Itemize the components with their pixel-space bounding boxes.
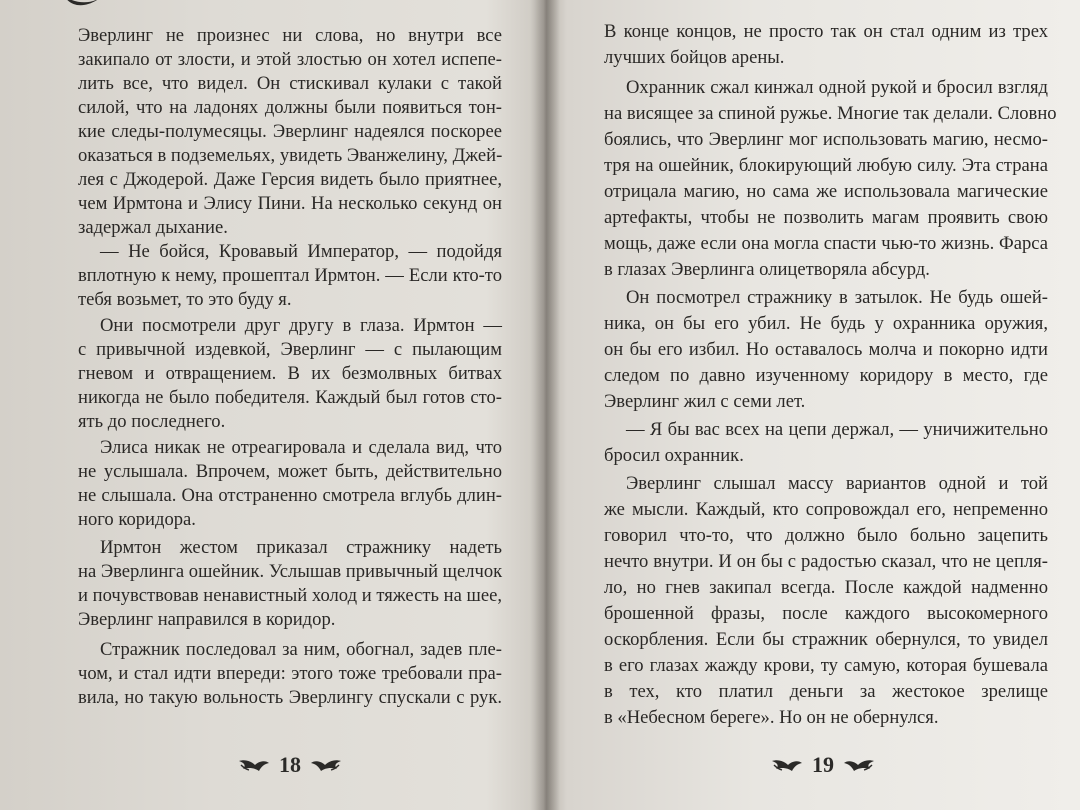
text-line: ного коридора. [78,509,196,530]
text-line: ника, он бы его убил. Не будь у охранника оружия, [604,313,1048,334]
text-line: Эверлинг не произнес ни слова, но внутри все [78,25,502,46]
text-line: Эверлинг жил с семи лет. [604,391,806,412]
text-line: силой, что на ладонях должны были появиться тон- [78,97,502,118]
page-number-right [770,752,876,778]
text-line: Элиса никак не отреагировала и сделала вид, что [100,437,502,458]
text-line: — Не бойся, Кровавый Император, — подойдя [100,241,502,262]
text-line: задержал дыхание. [78,217,228,238]
swallow-ornament-icon [842,755,876,775]
text-line: кие следы-полумесяцы. Эверлинг надеялся поскорее [78,121,502,142]
text-line: отрицала магию, но сама же использовала магические [604,181,1048,202]
text-line: Охранник сжал кинжал одной рукой и бросил взгляд [626,77,1048,98]
text-line: в глазах Эверлинга олицетворяла абсурд. [604,259,930,280]
text-line: Эверлинг слышал массу вариантов одной и той [626,473,1048,494]
text-line: никогда не было победителя. Каждый был готов сто- [78,387,502,408]
text-line: и почувствовав ненавистный холод и тяжесть на шее, [78,585,502,606]
text-line: ять до последнего. [78,411,226,432]
text-line: в его глазах жажду крови, ту самую, которая бушевала [604,655,1048,676]
text-line: оказаться в подземельях, увидеть Эванжелину, Джей- [78,145,503,166]
text-line: Они посмотрели друг другу в глаза. Ирмтон — [100,315,502,336]
text-line: он бы его избил. Но оставалось молча и покорно идти [604,339,1048,360]
text-line: на висящее за спиной ружье. Многие так делали. Словно [604,103,1057,124]
text-line: тря на ошейник, блокирующий любую силу. Эта страна [604,155,1048,176]
text-line: вила, но такую вольность Эверлингу спускали с рук. [78,687,502,708]
text-line: боялись, что Эверлинг мог использовать магию, несмо- [604,129,1048,150]
text-line: не слышала. Она отстраненно смотрела вглубь длин- [78,485,502,506]
swallow-ornament-icon [309,755,343,775]
text-line: лить все, что видел. Он стискивал кулаки с такой [78,73,502,94]
text-line: не услышала. Впрочем, может быть, действительно [78,461,502,482]
text-line: Ирмтон жестом приказал стражнику надеть [100,537,502,558]
text-line: брошенной фразы, после каждого высокомерного [604,603,1048,624]
text-line: на Эверлинга ошейник. Услышав привычный щелчок [78,561,503,582]
text-line: нечто внутри. И он бы с радостью сказал, что не цепля- [604,551,1048,572]
text-line: следом по давно изученному коридору в место, где [604,365,1048,386]
text-line: оскорбления. Если бы стражник обернулся, то увидел [604,629,1048,650]
text-line: гневом и отвращением. В их безмолвных битвах [78,363,502,384]
text-line: бросил охранник. [604,445,744,466]
text-line: лучших бойцов арены. [604,47,785,68]
text-line: закипало от злости, и этой злостью он хотел испепе- [78,49,502,70]
text-line: Эверлинг направился в коридор. [78,609,336,630]
text-line: Стражник последовал за ним, обогнал, задев пле- [100,639,502,660]
text-line: лея с Джодерой. Даже Герсия видеть было приятнее, [78,169,502,190]
text-line: чом, и стал идти впереди: этого тоже требовали пра- [78,663,502,684]
text-line: с привычной издевкой, Эверлинг — с пылающим [78,339,502,360]
text-line: же мысли. Каждый, кто сопровождал его, непременно [604,499,1048,520]
text-line: тебя возьмет, то это буду я. [78,289,292,310]
text-line: в тех, кто платил деньги за жестокое зрелище [604,681,1048,702]
text-line: артефакты, чтобы не позволить магам проявить свою [604,207,1048,228]
text-line: в «Небесном береге». Но он не обернулся. [604,707,939,728]
text-line: ло, но гнев закипал всегда. После каждой надменно [604,577,1048,598]
text-line: говорил что-то, что должно было больно зацепить [604,525,1048,546]
text-line: чем Ирмтона и Элису Пини. На несколько секунд он [78,193,502,214]
text-line: Он посмотрел стражнику в затылок. Не будь ошей- [626,287,1048,308]
swallow-ornament-icon [770,755,804,775]
page-number-left [237,752,343,778]
text-line: — Я бы вас всех на цепи держал, — уничижительно [626,419,1048,440]
text-line: мощь, даже если она могла спасти чью-то жизнь. Фарса [604,233,1048,254]
page-number: 18 [279,752,301,777]
text-line: В конце концов, не просто так он стал одним из трех [604,21,1048,42]
text-line: вплотную к нему, прошептал Ирмтон. — Если кто-то [78,265,502,286]
swallow-ornament-icon [237,755,271,775]
page-number: 19 [812,752,834,777]
